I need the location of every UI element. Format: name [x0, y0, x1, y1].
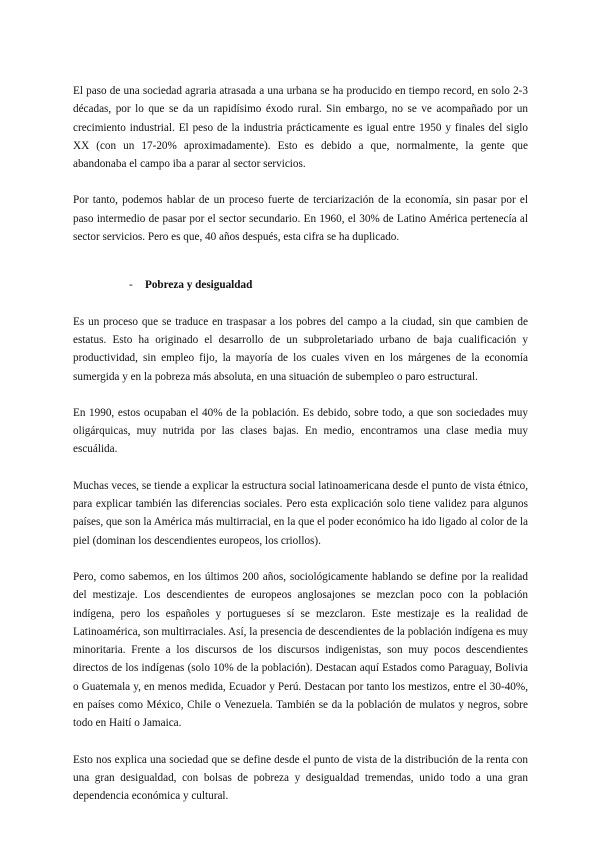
paragraph-ethnic-structure: Muchas veces, se tiende a explicar la estructura social latinoamericana desde el punto de vista étnico, para explicar también las diferencias sociales. Pero esta explicación solo tiene validez para algunos países, que son la América más multirracial, en la que el poder económico ha ido ligado al color de la piel (dominan los descendientes europeos, los criollos). — [73, 479, 528, 547]
paragraph-mestizaje: Pero, como sabemos, en los últimos 200 años, sociológicamente hablando se define por la realidad del mestizaje. Los descendientes de europeos anglosajones se mezclan poco con la población indígena, pero los españoles y portugueses sí se mezclaron. Este mestizaje es la realidad de Latinoamérica, son multirraciales. Así, la presencia de descendientes de la población indígena es muy minoritaria. Frente a los discursos de los discursos indigenistas, son muy pocos descendientes directos de los indígenas (solo 10% de la población). Destacan aquí Estados como Paraguay, Bolivia o Guatemala y, en menos medida, Ecuador y Perú. Destacan por tanto los mestizos, entre el 30-40%, en países como México, Chile o Venezuela. También se da la población de mulatos y negros, sobre todo en Haití o Jamaica. — [73, 570, 528, 730]
paragraph-rural-exodus: El paso de una sociedad agraria atrasada a una urbana se ha producido en tiempo record, en solo 2-3 décadas, por lo que se da un rapidísimo éxodo rural. Sin embargo, no se ve acompañado por un crecimiento industrial. El peso de la industria prácticamente es igual entre 1950 y finales del siglo XX (con un 17-20% aproximadamente). Esto es debido a que, normalmente, la gente que abandonaba el campo iba a parar al sector servicios. — [73, 85, 528, 171]
paragraph-urban-poverty: Es un proceso que se traduce en traspasar a los pobres del campo a la ciudad, sin que cambien de estatus. Esto ha originado el desarrollo de un subproletariado urbano de baja cualificación y productividad, sin empleo fijo, la mayoría de los cuales viven en los márgenes de la economía sumergida y en la pobreza más absoluta, en una situación de subempleo o paro estructural. — [73, 315, 528, 383]
paragraph-inequality: Esto nos explica una sociedad que se define desde el punto de vista de la distribución de la renta con una gran desigualdad, con bolsas de pobreza y desigualdad tremendas, unido todo a una gran dependencia económica y cultural. — [73, 753, 528, 803]
heading-bullet: - — [129, 279, 133, 292]
heading-text: Pobreza y desigualdad — [145, 279, 253, 292]
section-heading — [73, 276, 528, 294]
paragraph-1990-population: En 1990, estos ocupaban el 40% de la población. Es debido, sobre todo, a que son sociedades muy oligárquicas, muy nutrida por las clases bajas. En medio, encontramos una clase media muy escuálida. — [73, 406, 528, 456]
document-page — [73, 82, 528, 806]
paragraph-tertiarization: Por tanto, podemos hablar de un proceso fuerte de terciarización de la economía, sin pasar por el paso intermedio de pasar por el sector secundario. En 1960, el 30% de Latino América pertenecía al sector servicios. Pero es que, 40 años después, esta cifra se ha duplicado. — [73, 194, 528, 244]
